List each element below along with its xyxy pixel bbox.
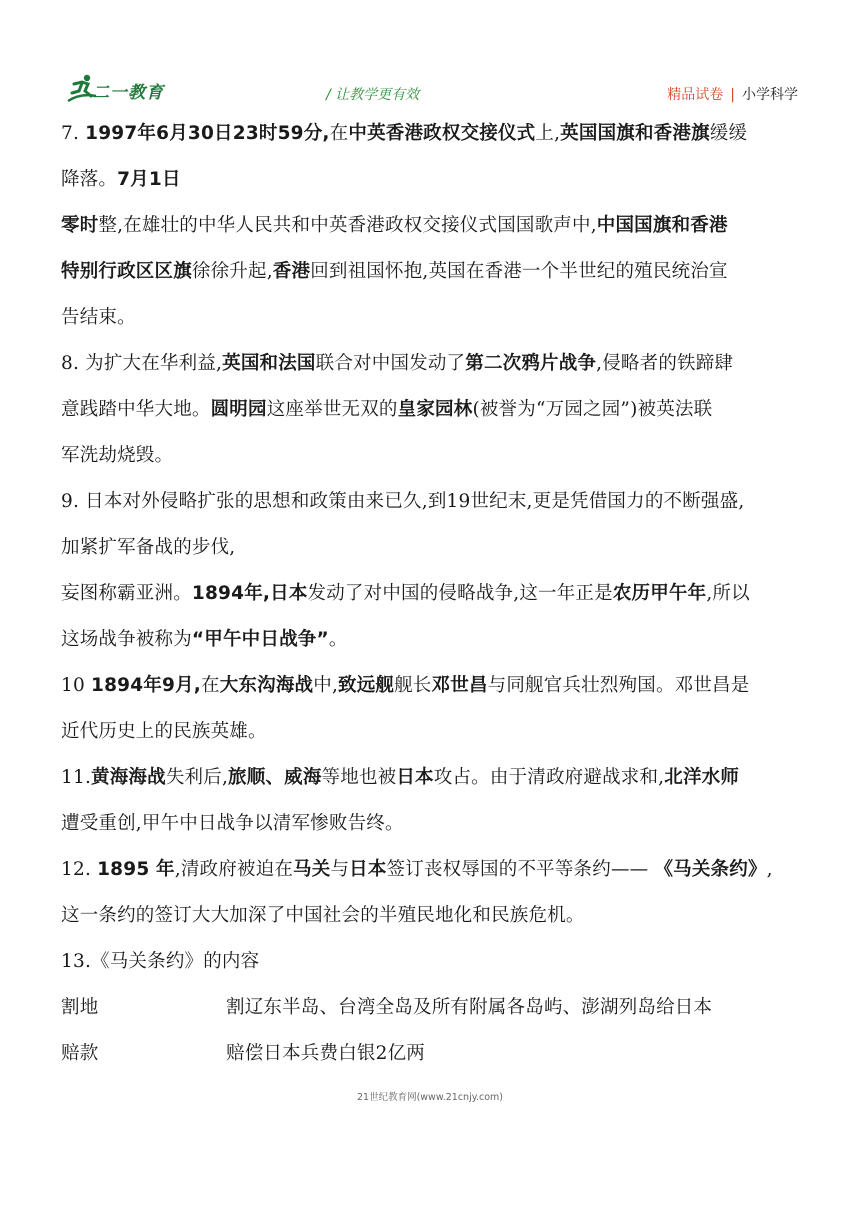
bold-term: 英国和法国	[222, 353, 316, 374]
text-segment: 舰长	[394, 675, 432, 696]
text-line	[61, 806, 801, 842]
text-segment: 。	[328, 629, 348, 650]
text-segment: ,侵略者的铁蹄肆	[596, 353, 734, 374]
bold-term: 大东沟海战	[219, 675, 314, 696]
text-segment: 告结束。	[61, 307, 136, 328]
text-segment: 上,	[535, 123, 561, 144]
text-line	[61, 392, 801, 428]
treaty-term: 割地	[61, 997, 99, 1018]
text-segment: 失利后,	[165, 767, 229, 788]
premium-tag: 精品试卷	[667, 87, 724, 103]
document-body	[61, 116, 801, 1082]
text-segment: 军洗劫烧毁。	[61, 445, 174, 466]
bold-term: 日本	[396, 767, 434, 788]
text-segment: 在	[201, 675, 220, 696]
text-line	[61, 208, 801, 244]
bold-term: 圆明园	[210, 399, 267, 420]
text-segment: ,清政府被迫在	[174, 859, 294, 880]
treaty-desc: 割辽东半岛、台湾全岛及所有附属各岛屿、澎湖列岛给日本	[226, 997, 713, 1018]
treaty-desc: 赔偿日本兵费白银2亿两	[226, 1043, 425, 1064]
text-segment: 缓缓	[709, 123, 748, 144]
text-line	[61, 622, 801, 658]
text-segment: 妄图称霸亚洲。	[61, 583, 192, 604]
text-line	[61, 484, 801, 520]
bold-term: 《马关条约》	[654, 859, 767, 880]
text-segment: 签订丧权辱国的不平等条约——	[386, 859, 655, 880]
header-tags	[667, 84, 798, 104]
page-header	[0, 0, 860, 112]
text-segment: 中,	[313, 675, 339, 696]
text-segment: 8. 为扩大在华利益,	[61, 353, 223, 374]
text-segment: 加紧扩军备战的步伐,	[61, 537, 236, 558]
bold-term: 旅顺、威海	[228, 767, 322, 788]
text-segment: 徐徐升起,	[191, 261, 273, 282]
text-segment: ,	[766, 859, 773, 880]
bold-term: 1894年9月,	[91, 675, 202, 696]
bold-term: 黄海海战	[91, 767, 166, 788]
bold-term: 1894年,日本	[191, 583, 308, 604]
text-segment: 11.	[61, 767, 92, 788]
text-segment: 这场战争被称为	[61, 629, 192, 650]
bold-term: 零时	[61, 215, 99, 236]
text-line	[61, 346, 801, 382]
bold-term: “甲午中日战争”	[191, 629, 329, 650]
text-segment: 10	[61, 675, 92, 696]
treaty-row-land	[61, 990, 801, 1026]
bold-term: 北洋水师	[664, 767, 740, 788]
text-segment: 攻占。由于清政府避战求和,	[433, 767, 665, 788]
logo-text: 二一教育	[92, 83, 164, 103]
text-line	[61, 852, 801, 888]
text-segment: 7.	[61, 123, 86, 144]
text-segment: 回到祖国怀抱,英国在香港一个半世纪的殖民统治宣	[310, 261, 728, 282]
text-segment: 联合对中国发动了	[315, 353, 466, 374]
page-footer: 21世纪教育网(www.21cnjy.com)	[356, 1092, 503, 1103]
bold-term: 特别行政区区旗	[61, 261, 192, 282]
text-line	[61, 300, 801, 336]
bold-term: 7月1日	[117, 169, 181, 190]
text-segment: 整,在雄壮的中华人民共和中英香港政权交接仪式国国歌声中,	[98, 215, 597, 236]
bold-term: 1895 年	[97, 859, 175, 880]
text-segment: 近代历史上的民族英雄。	[61, 721, 267, 742]
bold-term: 香港	[272, 261, 311, 282]
text-segment: 12.	[61, 859, 98, 880]
text-line	[61, 254, 801, 290]
text-line	[61, 530, 801, 566]
bold-term: 邓世昌	[431, 675, 488, 696]
slogan: / 让教学更有效	[326, 87, 420, 103]
text-line	[61, 116, 801, 152]
text-segment: ,所以	[706, 583, 750, 604]
text-line	[61, 898, 801, 934]
treaty-row-indemnity	[61, 1036, 801, 1072]
bold-term: 农历甲午年	[612, 583, 707, 604]
text-segment: 13.《马关条约》的内容	[61, 951, 260, 972]
bold-term: 第二次鸦片战争	[465, 353, 597, 374]
text-line	[61, 576, 801, 612]
text-segment: 等地也被	[321, 767, 397, 788]
text-line	[61, 438, 801, 474]
text-segment: 9. 日本对外侵略扩张的思想和政策由来已久,到19世纪末,更是凭借国力的不断强盛,	[61, 491, 745, 512]
text-line	[61, 162, 801, 198]
text-segment: 与同舰官兵壮烈殉国。邓世昌是	[487, 675, 750, 696]
text-segment: 这一条约的签订大大加深了中国社会的半殖民地化和民族危机。	[61, 905, 585, 926]
bold-term: 致远舰	[338, 675, 395, 696]
text-segment: 意践踏中华大地。	[61, 399, 211, 420]
text-segment: (被誉为“万园之园”)被英法联	[472, 399, 713, 420]
text-segment: 在	[329, 123, 349, 144]
text-line	[61, 944, 801, 980]
subject-tag: 小学科学	[742, 87, 798, 103]
bold-term: 皇家园林	[397, 399, 473, 420]
text-segment: 降落。	[61, 169, 118, 190]
text-segment: 这座举世无双的	[266, 399, 398, 420]
bold-term: 马关	[293, 859, 331, 880]
text-segment: 遭受重创,甲午中日战争以清军惨败告终。	[61, 813, 404, 834]
bold-term: 中国国旗和香港	[596, 215, 728, 236]
treaty-term: 赔款	[61, 1043, 99, 1064]
bold-term: 1997年6月30日23时59分,	[85, 123, 330, 144]
paragraph-lines	[61, 116, 801, 980]
tag-separator: |	[730, 87, 735, 103]
bold-term: 英国国旗和香港旗	[560, 123, 710, 144]
bold-term: 中英香港政权交接仪式	[348, 123, 536, 144]
bold-term: 日本	[349, 859, 387, 880]
text-line	[61, 760, 801, 796]
text-line	[61, 668, 801, 704]
text-segment: 发动了对中国的侵略战争,这一年正是	[307, 583, 613, 604]
text-line	[61, 714, 801, 750]
text-segment: 与	[330, 859, 350, 880]
